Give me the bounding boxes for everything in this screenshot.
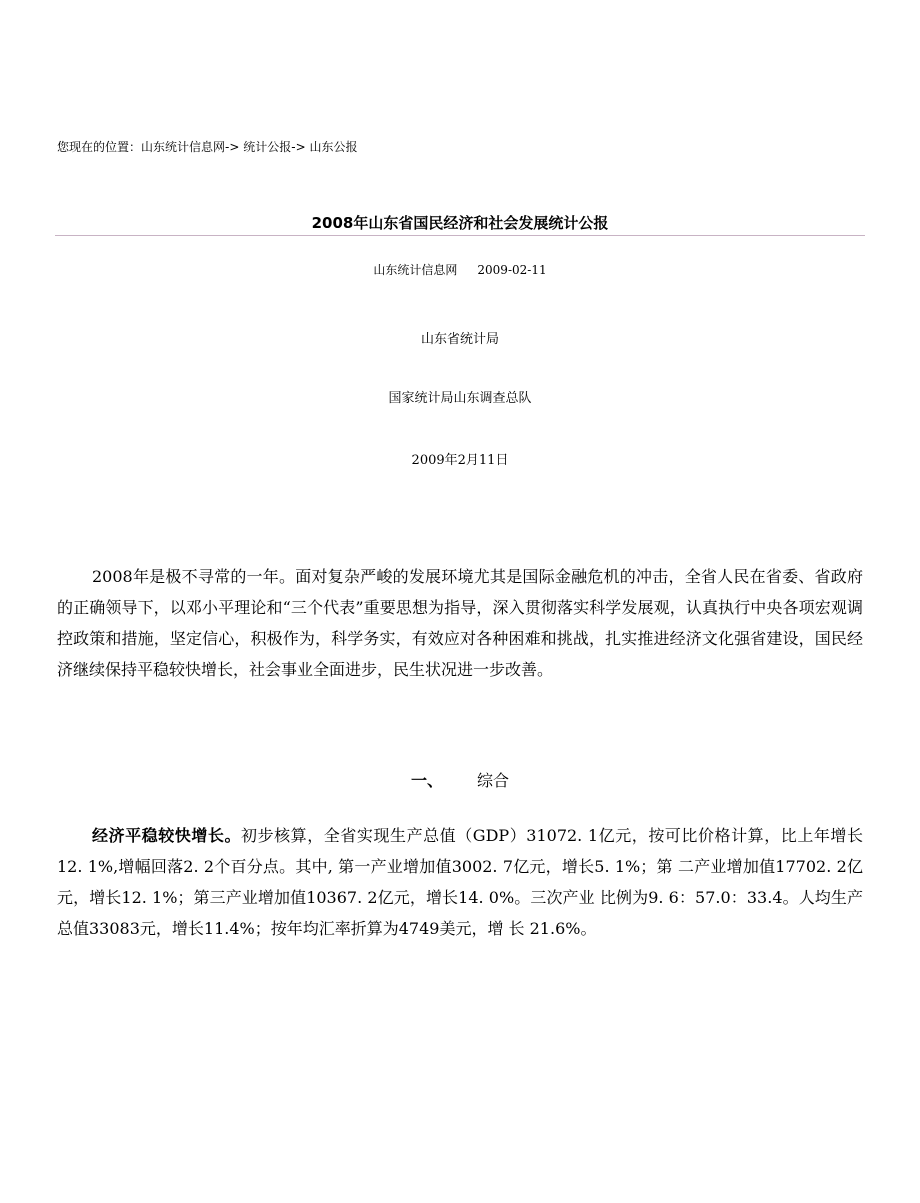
breadcrumb <box>57 138 358 156</box>
intro-paragraph: 2008年是极不寻常的一年。面对复杂严峻的发展环境尤其是国际金融危机的冲击，全省人民在省委、省政府的正确领导下，以邓小平理论和“三个代表”重要思想为指导，深入贯彻落实科学发展观，认真执行中央各项宏观调控政策和措施，坚定信心，积极作为，科学务实，有效应对各种困难和挑战，扎实推进经济文化强省建设，国民经济继续保持平稳较快增长，社会事业全面进步，民生状况进一步改善。 <box>57 567 863 679</box>
title-divider <box>55 235 865 236</box>
page-title: 2008年山东省国民经济和社会发展统计公报 <box>311 214 609 232</box>
economy-paragraph <box>57 820 863 944</box>
article-source: 山东统计信息网 <box>373 263 458 277</box>
breadcrumb-link-stats-bulletin[interactable]: 统计公报 <box>243 140 292 154</box>
paragraph-text: 初步核算，全省实现生产总值（GDP）31072. 1亿元，按可比价格计算，比上年增长12. 1%,增幅回落2. 2个百分点。其中, 第一产业增加值3002. 7亿元，增长5. 1%；第 二产业增加值17702. 2亿元，增长12. 1%；第三产业增加值10367. 2亿元，增长14. 0%。三次产业 比例为9. 6：57.0：33.4。人均生产总值33083元，增长11.4%；按年均汇率折算为4749美元，增 长 21.6%。 <box>57 826 863 938</box>
article-meta <box>0 261 920 279</box>
section-number: 一、 <box>410 771 443 790</box>
article-date: 2009-02-11 <box>477 263 547 277</box>
breadcrumb-separator: -> <box>291 140 306 154</box>
issuer-org-2: 国家统计局山东调查总队 <box>388 391 532 406</box>
breadcrumb-link-shandong-bulletin[interactable]: 山东公报 <box>309 140 358 154</box>
paragraph-lead: 经济平稳较快增长。 <box>92 826 242 845</box>
breadcrumb-prefix: 您现在的位置： <box>57 140 142 154</box>
issuer-org-1: 山东省统计局 <box>420 332 499 347</box>
section-title: 综合 <box>477 771 510 790</box>
section-heading <box>0 769 920 793</box>
breadcrumb-link-shandong-stats[interactable]: 山东统计信息网 <box>141 140 226 154</box>
breadcrumb-separator: -> <box>225 140 240 154</box>
issue-date: 2009年2月11日 <box>411 453 509 468</box>
